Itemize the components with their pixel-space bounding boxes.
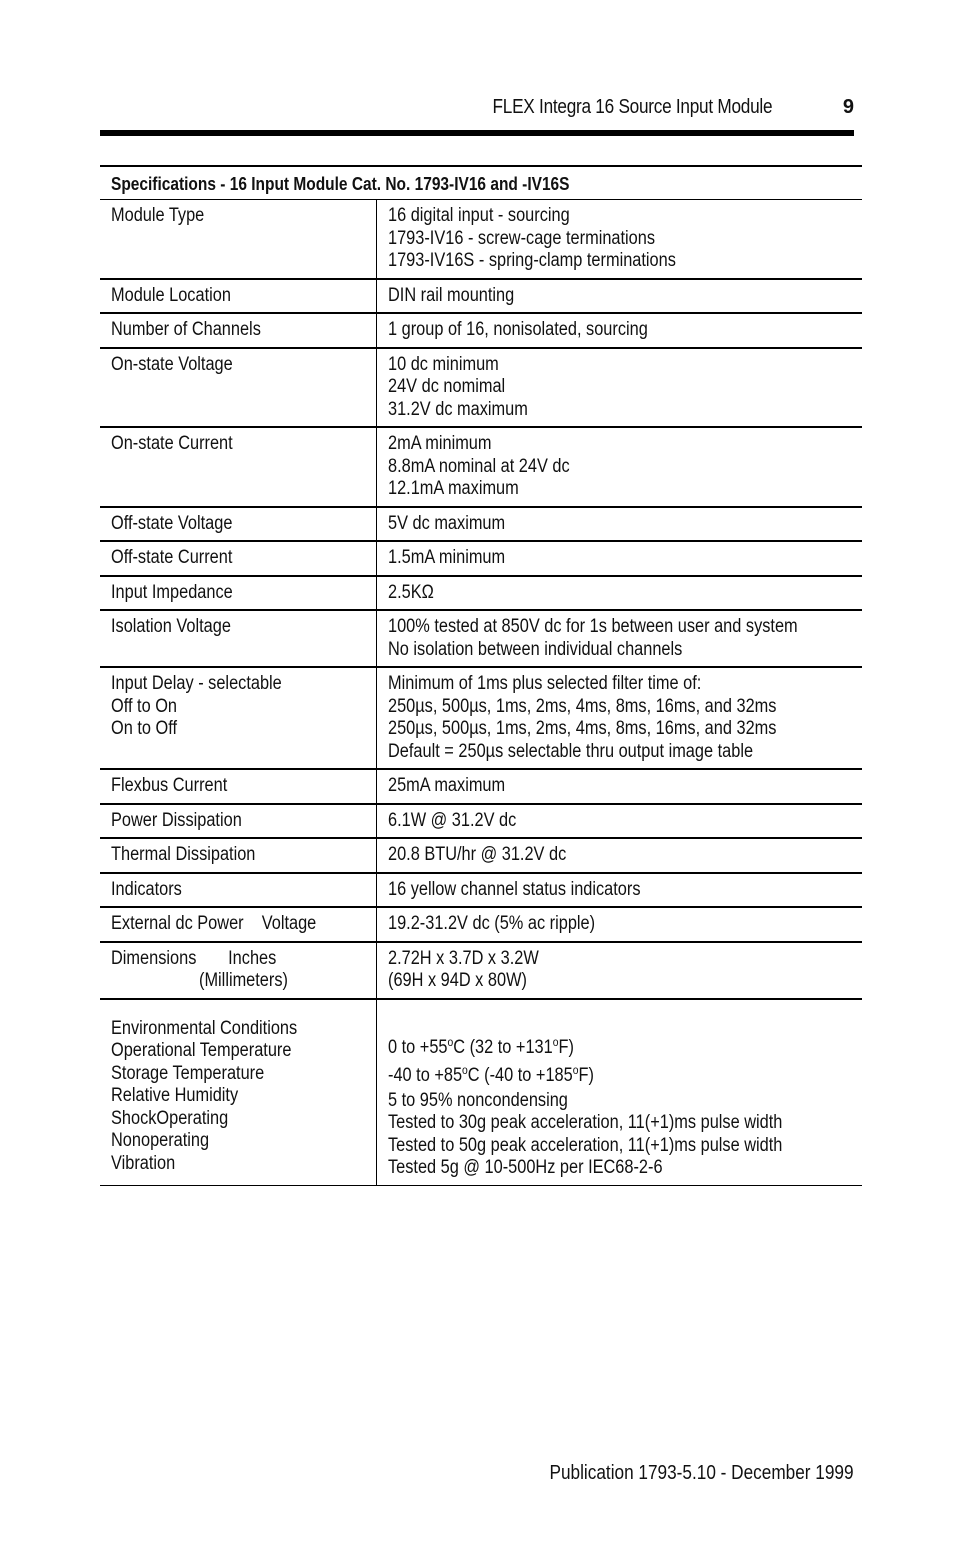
dimensions-unit-label: (Millimeters) [199,970,288,991]
row-label [100,507,376,542]
spec-label: On to Off [111,718,178,739]
row-label [100,541,376,576]
row-value [376,667,862,769]
humidity-value: 5 to 95% noncondensing [387,1089,568,1111]
table-row [100,667,862,769]
spec-value: 100% tested at 850V dc for 1s between user and system [387,616,798,637]
row-label [100,769,376,804]
row-label [100,838,376,873]
spec-value: Default = 250µs selectable thru output image table [387,740,753,762]
spec-value: No isolation between individual channels [387,638,682,660]
spec-value: DIN rail mounting [387,284,514,306]
row-label [100,200,376,279]
table-row [100,541,862,576]
spec-value: 6.1W @ 31.2V dc [387,809,516,831]
env-label: Operational Temperature [111,1040,292,1061]
table-heading: Specifications - 16 Input Module Cat. No. 1793-IV16 and -IV16S [100,166,862,200]
spec-value: 2mA minimum [387,433,492,454]
spec-label: Indicators [111,878,182,900]
spec-label: Module Location [111,284,231,306]
row-label [100,576,376,611]
row-value [376,907,862,942]
vibration-value: Tested 5g @ 10-500Hz per IEC68-2-6 [387,1157,663,1178]
spec-label: Isolation Voltage [111,616,231,637]
spec-label: Number of Channels [111,319,261,340]
spec-value: 25mA maximum [387,775,505,796]
table-row-environmental [100,999,862,1186]
table-row [100,873,862,908]
spec-value: 5V dc maximum [387,512,505,534]
row-value [376,507,862,542]
spec-label: Input Impedance [111,581,233,603]
spec-label: On-state Current [111,433,233,454]
row-value [376,313,862,348]
spec-label: On-state Voltage [111,353,233,375]
spec-label: Input Delay - selectable [111,673,282,694]
table-row [100,279,862,314]
env-label: Environmental Conditions [111,1017,298,1039]
row-label [100,427,376,507]
row-value [376,427,862,507]
spec-label: Flexbus Current [111,775,228,796]
row-label [100,942,376,999]
table-row [100,838,862,873]
row-value [376,942,862,999]
spec-label: Module Type [111,205,205,226]
spec-value: 250µs, 500µs, 1ms, 2ms, 4ms, 8ms, 16ms, and 32ms [387,695,776,717]
row-value [376,610,862,667]
row-label [100,873,376,908]
dimensions-inches: 2.72H x 3.7D x 3.2W [387,947,539,969]
spec-value: Minimum of 1ms plus selected filter time of: [387,673,701,694]
env-label: Vibration [111,1152,176,1174]
specifications-table [100,165,862,1186]
shock-nonoperating-value: Tested to 50g peak acceleration, 11(+1)ms pulse width [387,1134,782,1156]
table-row [100,313,862,348]
spec-value: 20.8 BTU/hr @ 31.2V dc [387,844,566,865]
dimensions-label: Dimensions Inches [111,947,277,969]
table-row [100,769,862,804]
row-value [376,279,862,314]
row-label [100,804,376,839]
table-row [100,907,862,942]
spec-value: 1793-IV16S - spring-clamp terminations [387,250,676,271]
table-row [100,427,862,507]
row-label [100,610,376,667]
spec-value: 16 digital input - sourcing [387,205,570,226]
table-body [100,200,862,1186]
row-value [376,769,862,804]
table-row [100,507,862,542]
spec-label: Off to On [111,695,178,717]
env-label: Storage Temperature [111,1062,265,1084]
publication-footer: Publication 1793-5.10 - December 1999 [549,1462,854,1484]
row-value [376,200,862,279]
spec-value: 1.5mA minimum [387,547,505,568]
row-value [376,804,862,839]
table-row [100,804,862,839]
spec-label: Power Dissipation [111,809,242,831]
shock-operating-value: Tested to 30g peak acceleration, 11(+1)ms pulse width [387,1112,782,1133]
table-heading-row [100,166,862,200]
env-label: ShockOperating [111,1107,229,1129]
spec-label: Off-state Voltage [111,512,233,534]
row-value [376,873,862,908]
row-value [376,541,862,576]
dimensions-millimeters: (69H x 94D x 80W) [387,970,527,991]
operational-temperature-value: 0 to $+55^oC$ (32 to $+131^oF$) [387,1034,574,1058]
row-label [100,999,376,1186]
table-row [100,576,862,611]
row-value [376,348,862,428]
spec-value: 10 dc minimum [387,353,499,375]
spec-value: 16 yellow channel status indicators [387,878,641,900]
row-label [100,667,376,769]
spec-value: 2.5KΩ [387,581,434,603]
table-row [100,610,862,667]
spec-value: 24V dc nomimal [387,376,505,397]
storage-temperature-value: -40 to $+85^oC$ (-40 to $+185^oF$) [387,1062,594,1086]
page-header [100,94,854,122]
spec-value: 12.1mA maximum [387,478,519,499]
spec-label: Off-state Current [111,547,233,568]
table-row [100,348,862,428]
spec-value: 1793-IV16 - screw-cage terminations [387,227,655,249]
spec-label: External dc Power Voltage [111,913,317,934]
row-label [100,907,376,942]
env-label: Relative Humidity [111,1085,239,1106]
spec-label: Thermal Dissipation [111,844,256,865]
row-label [100,279,376,314]
row-value [376,999,862,1186]
spec-value: 8.8mA nominal at 24V dc [387,455,570,477]
table-row [100,200,862,279]
row-value [376,576,862,611]
row-label [100,348,376,428]
spec-value: 250µs, 500µs, 1ms, 2ms, 4ms, 8ms, 16ms, and 32ms [387,718,776,739]
env-label: Nonoperating [111,1130,210,1151]
row-value [376,838,862,873]
table-row-dimensions [100,942,862,999]
running-title: FLEX Integra 16 Source Input Module [492,96,772,118]
page-number: 9 [842,96,854,118]
spec-value: 31.2V dc maximum [387,398,528,420]
row-label [100,313,376,348]
header-rule [100,130,854,136]
spec-value: 1 group of 16, nonisolated, sourcing [387,319,648,340]
spec-value: 19.2-31.2V dc (5% ac ripple) [387,913,595,934]
